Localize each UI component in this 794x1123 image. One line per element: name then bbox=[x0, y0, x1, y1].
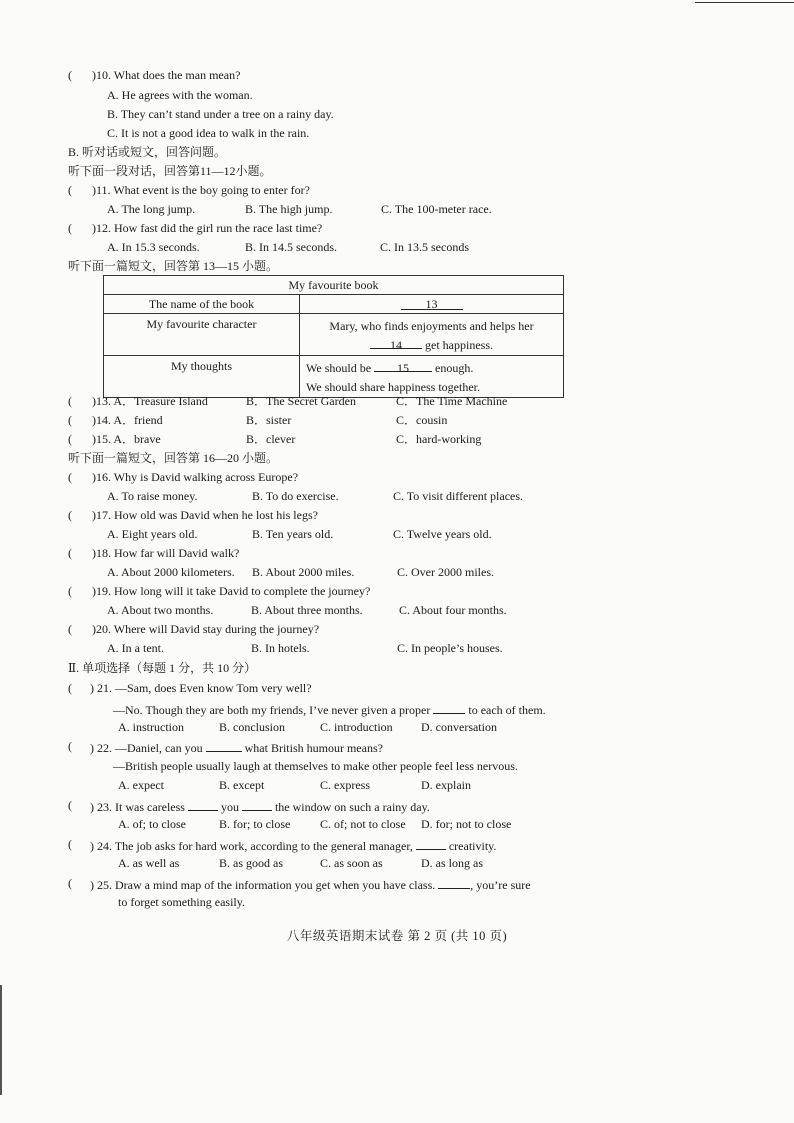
row-text: We should share happiness together. bbox=[306, 380, 480, 394]
text: , you’re sure bbox=[470, 878, 531, 892]
option-b: B. as good as bbox=[219, 856, 283, 870]
option-d: D. explain bbox=[421, 778, 471, 792]
page-footer: 八年级英语期末试卷 第 2 页 (共 10 页) bbox=[286, 929, 508, 943]
option-c: C. express bbox=[320, 778, 370, 792]
dialog-instruction: 听下面一段对话，回答第11—12小题。 bbox=[68, 164, 272, 178]
row-text-line1 bbox=[306, 359, 563, 378]
question-text: )17. How old was David when he lost his legs? bbox=[92, 508, 318, 522]
option-a: A. About 2000 kilometers. bbox=[107, 565, 235, 579]
paren: ( bbox=[68, 837, 72, 851]
option-b: B. conclusion bbox=[219, 720, 285, 734]
text: creativity. bbox=[448, 839, 497, 853]
question-line2: to forget something easily. bbox=[118, 895, 245, 909]
text: ) 25. Draw a mind map of the information you get when you have class. bbox=[90, 878, 436, 892]
row-value bbox=[300, 314, 564, 356]
question-text: )12. How fast did the girl run the race last time? bbox=[92, 221, 323, 235]
text: you bbox=[220, 800, 239, 814]
option-c: C. Twelve years old. bbox=[393, 527, 492, 541]
option-b: B. About 2000 miles. bbox=[252, 565, 355, 579]
option-b: B. Ten years old. bbox=[252, 527, 334, 541]
paren: ( bbox=[68, 798, 72, 812]
passage-instruction: 听下面一篇短文，回答第 16—20 小题。 bbox=[68, 451, 279, 465]
option-b: B. About three months. bbox=[251, 603, 363, 617]
paren: ( bbox=[68, 622, 72, 636]
option-a: )14. A．friend bbox=[92, 413, 163, 427]
text: the window on such a rainy day. bbox=[274, 800, 430, 814]
option-d: D. for; not to close bbox=[421, 817, 512, 831]
answer-blank bbox=[242, 798, 272, 811]
question-text bbox=[90, 837, 496, 853]
paren: ( bbox=[68, 876, 72, 890]
option-d: D. conversation bbox=[421, 720, 497, 734]
text: —No. Though they are both my friends, I’ve never given a proper bbox=[113, 703, 431, 717]
option-b: B. In hotels. bbox=[251, 641, 310, 655]
option-c: C. To visit different places. bbox=[393, 489, 524, 503]
text: to each of them. bbox=[468, 703, 546, 717]
option-b: B. They can’t stand under a tree on a rainy day. bbox=[107, 107, 334, 121]
answer-blank bbox=[206, 739, 242, 752]
paren: ( bbox=[68, 739, 72, 753]
option-a: A. He agrees with the woman. bbox=[107, 88, 253, 102]
question-text: )19. How long will it take David to complete the journey? bbox=[92, 584, 371, 598]
blank-14: 14 bbox=[370, 336, 422, 349]
option-a: A. as well as bbox=[118, 856, 180, 870]
answer-blank bbox=[188, 798, 218, 811]
question-line2: —British people usually laugh at themselves to make other people feel less nervous. bbox=[113, 759, 518, 773]
paren: ( bbox=[68, 584, 72, 598]
text: what British humour means? bbox=[244, 741, 383, 755]
option-a: A. To raise money. bbox=[107, 489, 198, 503]
option-a: A. instruction bbox=[118, 720, 184, 734]
option-b: B. except bbox=[219, 778, 265, 792]
paren: ( bbox=[68, 681, 72, 695]
question-text: ) 21. —Sam, does Even know Tom very well? bbox=[90, 681, 312, 695]
question-text bbox=[90, 739, 383, 755]
question-text: )10. What does the man mean? bbox=[92, 68, 241, 82]
option-a: A. In 15.3 seconds. bbox=[107, 240, 200, 254]
row-text: We should be bbox=[306, 361, 372, 375]
question-text: )18. How far will David walk? bbox=[92, 546, 240, 560]
paren: ( bbox=[68, 68, 72, 82]
row-label: The name of the book bbox=[104, 295, 300, 314]
text: ) 24. The job asks for hard work, according to the general manager, bbox=[90, 839, 413, 853]
option-c: C. In 13.5 seconds bbox=[380, 240, 469, 254]
option-a: A. In a tent. bbox=[107, 641, 164, 655]
option-b: B．sister bbox=[246, 413, 292, 427]
text: ) 22. —Daniel, can you bbox=[90, 741, 203, 755]
option-c: C．hard-working bbox=[396, 432, 482, 446]
option-c: C. of; not to close bbox=[320, 817, 406, 831]
option-c: C. In people’s houses. bbox=[397, 641, 503, 655]
section-2-heading: Ⅱ. 单项选择（每题 1 分，共 10 分） bbox=[68, 661, 257, 675]
option-b: B. In 14.5 seconds. bbox=[245, 240, 337, 254]
row-value bbox=[300, 356, 564, 398]
option-c: C．cousin bbox=[396, 413, 448, 427]
option-a: A. The long jump. bbox=[107, 202, 196, 216]
paren: ( bbox=[68, 413, 72, 427]
row-text-line2 bbox=[300, 336, 563, 355]
option-a: A. of; to close bbox=[118, 817, 186, 831]
passage-instruction: 听下面一篇短文，回答第 13—15 小题。 bbox=[68, 259, 279, 273]
paren: ( bbox=[68, 183, 72, 197]
row-label: My favourite character bbox=[104, 314, 300, 356]
option-d: D. as long as bbox=[421, 856, 483, 870]
question-text: )11. What event is the boy going to enter for? bbox=[92, 183, 310, 197]
paren: ( bbox=[68, 470, 72, 484]
option-a: A. expect bbox=[118, 778, 164, 792]
option-a: A. Eight years old. bbox=[107, 527, 198, 541]
paren: ( bbox=[68, 394, 72, 408]
option-c: C. It is not a good idea to walk in the rain. bbox=[107, 126, 310, 140]
paren: ( bbox=[68, 221, 72, 235]
option-c: C. About four months. bbox=[399, 603, 507, 617]
question-text: )20. Where will David stay during the journey? bbox=[92, 622, 320, 636]
question-text bbox=[90, 876, 531, 892]
option-b: B．clever bbox=[246, 432, 296, 446]
option-b: B. To do exercise. bbox=[252, 489, 339, 503]
row-label: My thoughts bbox=[104, 356, 300, 398]
row-text: get happiness. bbox=[425, 338, 493, 352]
row-text: Mary, who finds enjoyments and helps her bbox=[329, 319, 534, 333]
paren: ( bbox=[68, 508, 72, 522]
option-a: )13. A．Treasure Island bbox=[92, 394, 208, 408]
paren: ( bbox=[68, 432, 72, 446]
paren: ( bbox=[68, 546, 72, 560]
question-line2 bbox=[113, 701, 546, 717]
question-text: )16. Why is David walking across Europe? bbox=[92, 470, 299, 484]
table-title: My favourite book bbox=[104, 276, 564, 295]
option-c: C. The 100-meter race. bbox=[381, 202, 492, 216]
scan-edge-mark bbox=[0, 985, 2, 1095]
option-c: C. introduction bbox=[320, 720, 393, 734]
option-c: C. as soon as bbox=[320, 856, 383, 870]
favourite-book-table bbox=[103, 275, 564, 398]
blank-15: 15 bbox=[374, 359, 432, 372]
option-c: C．The Time Machine bbox=[396, 394, 508, 408]
answer-blank bbox=[433, 701, 465, 714]
option-a: )15. A．brave bbox=[92, 432, 161, 446]
option-c: C. Over 2000 miles. bbox=[397, 565, 494, 579]
answer-blank bbox=[416, 837, 446, 850]
text: ) 23. It was careless bbox=[90, 800, 185, 814]
option-b: B. The high jump. bbox=[245, 202, 333, 216]
option-b: B. for; to close bbox=[219, 817, 291, 831]
corner-rule bbox=[695, 2, 794, 3]
blank-13: 13 bbox=[401, 297, 463, 310]
answer-blank bbox=[438, 876, 470, 889]
option-a: A. About two months. bbox=[107, 603, 214, 617]
row-value bbox=[300, 295, 564, 314]
option-b: B．The Secret Garden bbox=[246, 394, 356, 408]
question-text bbox=[90, 798, 430, 814]
section-b-heading: B. 听对话或短文，回答问题。 bbox=[68, 145, 227, 159]
row-text: enough. bbox=[435, 361, 474, 375]
